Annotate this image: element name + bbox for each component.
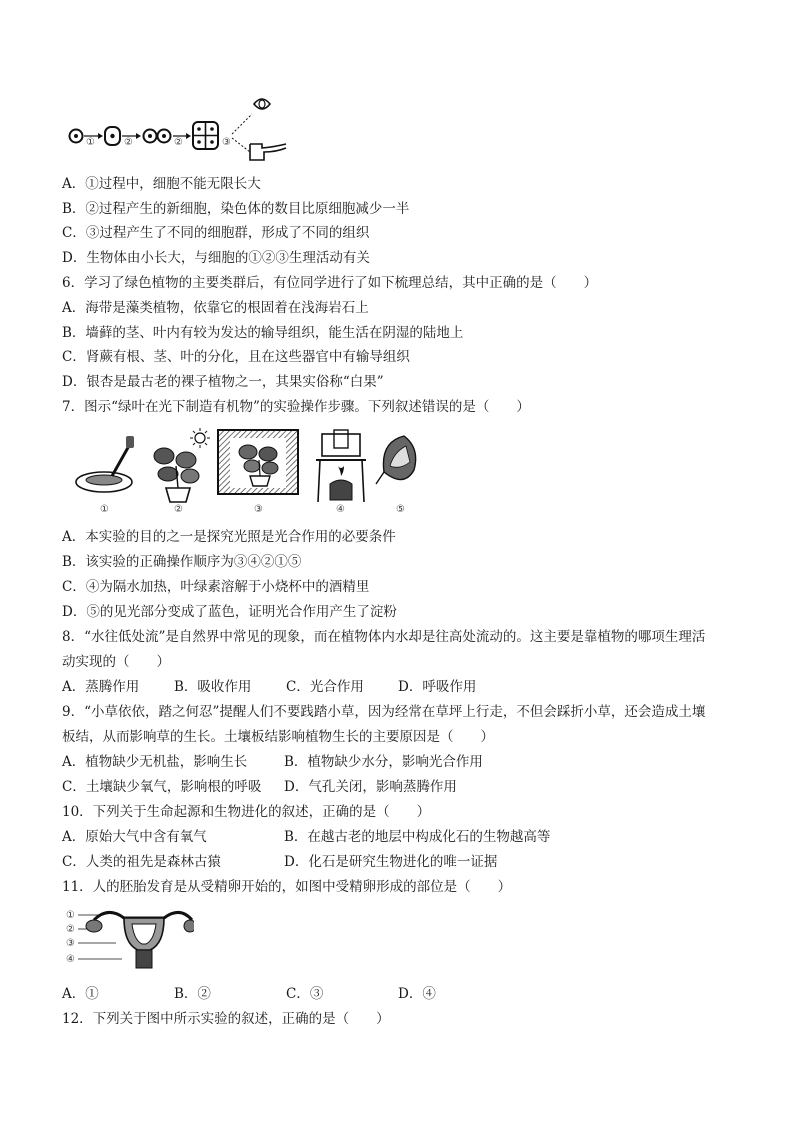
question-11-option-a: A．①	[62, 986, 99, 1002]
step-label-4: ④	[336, 504, 345, 515]
question-11-option-b: B．②	[174, 986, 211, 1002]
question-10-option-c: C．人类的祖先是森林古猿	[62, 854, 221, 870]
question-8-option-a: A．蒸腾作用	[62, 679, 140, 695]
step-label-4: ③	[222, 137, 231, 148]
question-11-option-c: C．③	[286, 986, 324, 1002]
uterus-diagram	[86, 912, 194, 968]
question-6-stem: 6．学习了绿色植物的主要类群后，有位同学进行了如下梳理总结，其中正确的是（ ）	[62, 275, 598, 291]
stained-leaf	[376, 436, 416, 484]
question-10-option-a: A．原始大气中含有氧气	[62, 829, 207, 845]
question-9-option-b: B．植物缺少水分，影响光合作用	[284, 754, 483, 770]
organ-label-1: ①	[66, 910, 75, 921]
question-8-stem-line-1: 8．“水往低处流”是自然界中常见的现象，而在植物体内水却是往高处流动的。这主要是靠植物的哪项生理活	[62, 629, 706, 645]
question-9-option-d: D．气孔关闭，影响蒸腾作用	[284, 779, 457, 795]
photosynthesis-experiment-figure	[64, 426, 426, 518]
dark-box-plant	[218, 430, 298, 494]
question-7-option-c: C．④为隔水加热，叶绿素溶解于小烧杯中的酒精里	[62, 579, 370, 595]
question-6-option-d: D．银杏是最古老的裸子植物之一，其果实俗称“白果”	[62, 374, 384, 390]
step-label-1: ①	[100, 504, 109, 515]
option-cell-b: B．②过程产生的新细胞，染色体的数目比原细胞减少一半	[62, 201, 410, 217]
question-8-option-d: D．呼吸作用	[398, 679, 477, 695]
water-bath-lamp	[316, 430, 366, 502]
petri-dish-dropper	[76, 436, 134, 492]
question-7-option-a: A．本实验的目的之一是探究光照是光合作用的必要条件	[62, 529, 396, 545]
question-10-stem: 10．下列关于生命起源和生物进化的叙述，正确的是（ ）	[62, 804, 431, 820]
question-8-stem-line-2: 动实现的（ ）	[62, 654, 170, 670]
question-10-option-d: D．化石是研究生物进化的唯一证据	[284, 854, 498, 870]
step-label-3: ②	[174, 137, 183, 148]
question-8-option-b: B．吸收作用	[174, 679, 252, 695]
question-9-stem-line-2: 板结，从而影响草的生长。土壤板结影响植物生长的主要原因是（ ）	[62, 729, 494, 745]
female-reproductive-system-figure	[64, 904, 194, 972]
question-11-stem: 11．人的胚胎发育是从受精卵开始的，如图中受精卵形成的部位是（ ）	[62, 879, 512, 895]
organ-label-2: ②	[66, 924, 75, 935]
question-10-option-b: B．在越古老的地层中构成化石的生物越高等	[284, 829, 551, 845]
potted-plant-sun	[154, 428, 210, 502]
cell-division-figure	[64, 92, 304, 164]
step-label-2: ②	[124, 137, 133, 148]
step-label-1: ①	[86, 137, 95, 148]
step-label-5: ⑤	[396, 504, 405, 515]
question-12-stem: 12．下列关于图中所示实验的叙述，正确的是（ ）	[62, 1011, 390, 1027]
question-7-stem: 7．图示“绿叶在光下制造有机物”的实验操作步骤。下列叙述错误的是（ ）	[62, 399, 530, 415]
organ-label-4: ④	[66, 954, 75, 965]
option-cell-a: A．①过程中，细胞不能无限长大	[62, 176, 261, 192]
question-6-option-c: C．肾蕨有根、茎、叶的分化，且在这些器官中有输导组织	[62, 349, 410, 365]
question-7-option-b: B．该实验的正确操作顺序为③④②①⑤	[62, 554, 302, 570]
question-6-option-a: A．海带是藻类植物，依靠它的根固着在浅海岩石上	[62, 300, 369, 316]
question-7-option-d: D．⑤的见光部分变成了蓝色，证明光合作用产生了淀粉	[62, 604, 397, 620]
option-cell-d: D．生物体由小长大，与细胞的①②③生理活动有关	[62, 250, 370, 266]
question-9-stem-line-1: 9．“小草依依，踏之何忍”提醒人们不要践踏小草，因为经常在草坪上行走，不但会踩折小草，还会造成土壤	[62, 704, 706, 720]
question-11-option-d: D．④	[398, 986, 436, 1002]
step-label-3: ③	[254, 504, 263, 515]
question-9-option-a: A．植物缺少无机盐，影响生长	[62, 754, 248, 770]
option-cell-c: C．③过程产生了不同的细胞群，形成了不同的组织	[62, 225, 370, 241]
question-9-option-c: C．土壤缺少氧气，影响根的呼吸	[62, 779, 262, 795]
question-8-option-c: C．光合作用	[286, 679, 364, 695]
question-6-option-b: B．墙藓的茎、叶内有较为发达的输导组织，能生活在阴湿的陆地上	[62, 325, 464, 341]
organ-label-3: ③	[66, 938, 75, 949]
step-label-2: ②	[174, 504, 183, 515]
